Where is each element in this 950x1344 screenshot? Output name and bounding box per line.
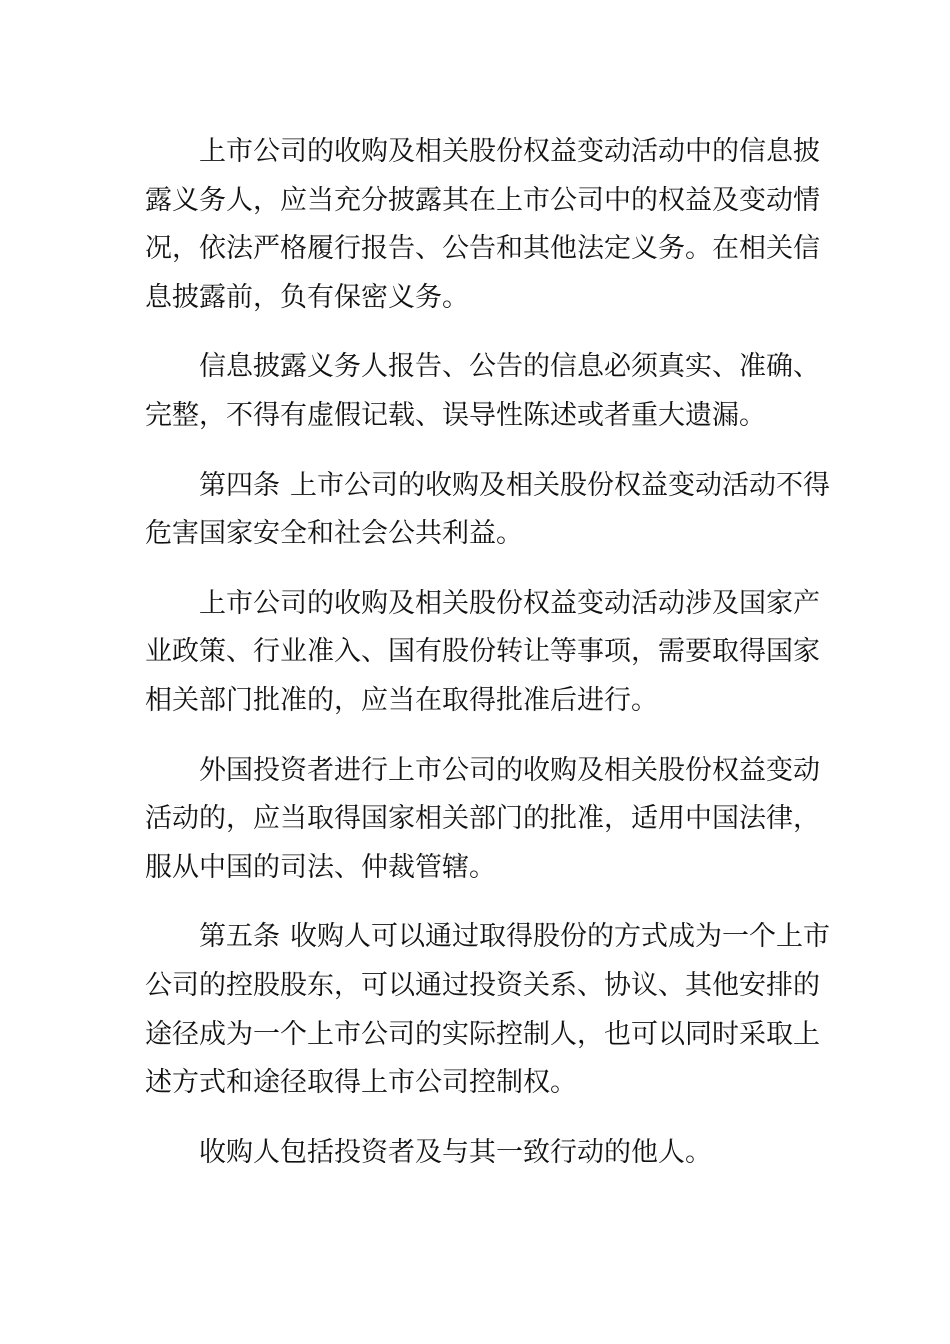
text-line: 业政策、行业准入、国有股份转让等事项，需要取得国家 <box>145 636 820 668</box>
article-text: 上市公司的收购及相关股份权益变动活动不得 <box>290 469 830 501</box>
text-line: 述方式和途径取得上市公司控制权。 <box>145 1067 577 1099</box>
text-line: 公司的控股股东，可以通过投资关系、协议、其他安排的 <box>145 969 820 1001</box>
text-line: 完整，不得有虚假记载、误导性陈述或者重大遗漏。 <box>145 399 766 431</box>
paragraph-5 <box>145 747 820 893</box>
text-line: 况，依法严格履行报告、公告和其他法定义务。在相关信 <box>145 233 820 265</box>
text-line: 露义务人，应当充分披露其在上市公司中的权益及变动情 <box>145 184 820 216</box>
text-line: 信息披露义务人报告、公告的信息必须真实、准确、 <box>199 351 820 383</box>
text-line <box>145 913 830 962</box>
paragraph-article-5 <box>145 913 830 1107</box>
article-text: 收购人可以通过取得股份的方式成为一个上市 <box>290 921 830 953</box>
paragraph-2 <box>145 343 820 440</box>
article-number: 第四条 <box>199 469 280 501</box>
paragraph-4 <box>145 580 820 726</box>
text-line: 相关部门批准的，应当在取得批准后进行。 <box>145 684 658 716</box>
article-number: 第五条 <box>199 921 280 953</box>
text-line: 途径成为一个上市公司的实际控制人，也可以同时采取上 <box>145 1018 820 1050</box>
paragraph-1 <box>145 128 820 322</box>
text-line: 活动的，应当取得国家相关部门的批准，适用中国法律， <box>145 803 820 835</box>
text-line: 收购人包括投资者及与其一致行动的他人。 <box>199 1136 712 1168</box>
text-line: 外国投资者进行上市公司的收购及相关股份权益变动 <box>199 754 820 786</box>
text-line: 上市公司的收购及相关股份权益变动活动涉及国家产 <box>199 587 820 619</box>
text-line <box>145 462 830 511</box>
text-line: 上市公司的收购及相关股份权益变动活动中的信息披 <box>199 136 820 167</box>
text-line: 危害国家安全和社会公共利益。 <box>145 518 523 550</box>
document-body <box>145 128 830 1198</box>
text-line: 息披露前，负有保密义务。 <box>145 281 469 313</box>
text-line: 服从中国的司法、仲裁管辖。 <box>145 851 496 883</box>
paragraph-article-4 <box>145 462 830 559</box>
paragraph-7 <box>145 1129 805 1178</box>
